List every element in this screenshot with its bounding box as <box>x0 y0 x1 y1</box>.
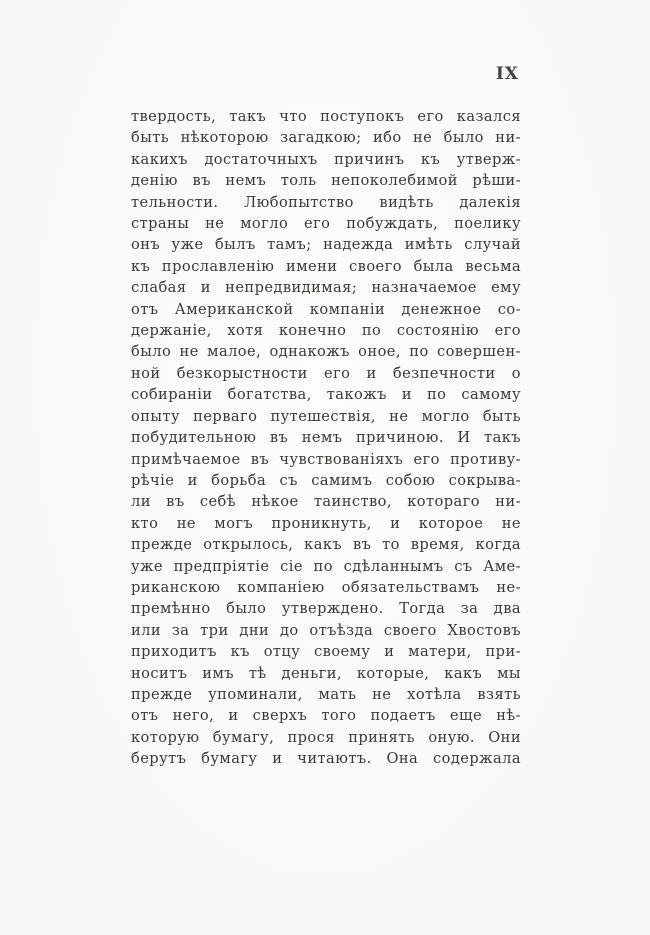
text-line: побудительною въ немъ причиною. И такъ <box>131 429 521 447</box>
text-line: кто не могъ проникнуть, и которое не <box>131 514 521 532</box>
text-line: или за три дни до отъѣзда своего Хвостовъ <box>131 621 521 639</box>
text-line: тельности. Любопытство видѣть далекія <box>131 193 521 211</box>
text-line: берутъ бумагу и читаютъ. Она содержала <box>131 750 521 768</box>
text-line: ли въ себѣ нѣкое таинство, котораго ни- <box>131 493 521 511</box>
text-line: ной безкорыстности его и безпечности о <box>131 364 521 382</box>
text-line: прежде открылось, какъ въ то время, когда <box>131 536 521 554</box>
text-line: страны не могло его побуждать, поелику <box>131 215 521 233</box>
text-line: держаніе, хотя конечно по состоянію его <box>131 322 521 340</box>
text-line: какихъ достаточныхъ причинъ къ утверж- <box>131 150 521 168</box>
text-line: которую бумагу, прося принять оную. Они <box>131 728 521 746</box>
text-line: опыту перваго путешествія, не могло быть <box>131 407 521 425</box>
text-line: отъ него, и сверхъ того подаетъ еще нѣ- <box>131 707 521 725</box>
text-line: отъ Американской компаніи денежное со- <box>131 300 521 318</box>
text-line: носитъ имъ тѣ деньги, которые, какъ мы <box>131 664 521 682</box>
text-line: онъ уже былъ тамъ; надежда имѣть случай <box>131 236 521 254</box>
text-line: примѣчаемое въ чувствованіяхъ его противу- <box>131 450 521 468</box>
body-text <box>131 106 521 770</box>
text-line: премѣнно было утверждено. Тогда за два <box>131 600 521 618</box>
text-line: денію въ немъ толь непоколебимой рѣши- <box>131 172 521 190</box>
text-line: было не малое, однакожъ оное, по совершен- <box>131 343 521 361</box>
text-line: рѣчіе и борьба съ самимъ собою сокрыва- <box>131 471 521 489</box>
text-line: риканскою компаніею обязательствамъ не- <box>131 578 521 596</box>
text-line: приходитъ къ отцу своему и матери, при- <box>131 643 521 661</box>
text-line: быть нѣкоторою загадкою; ибо не было ни- <box>131 129 521 147</box>
text-line: твердость, такъ что поступокъ его казался <box>131 108 521 125</box>
text-line: прежде упоминали, мать не хотѣла взять <box>131 685 521 703</box>
page-number: IX <box>495 64 519 84</box>
text-line: уже предпріятіе сіе по сдѣланнымъ съ Аме- <box>131 557 521 575</box>
text-line: собираніи богатства, такожъ и по самому <box>131 386 521 404</box>
text-line: къ прославленію имени своего была весьма <box>131 257 521 275</box>
page-content <box>131 64 521 770</box>
text-line: слабая и непредвидимая; назначаемое ему <box>131 279 521 297</box>
